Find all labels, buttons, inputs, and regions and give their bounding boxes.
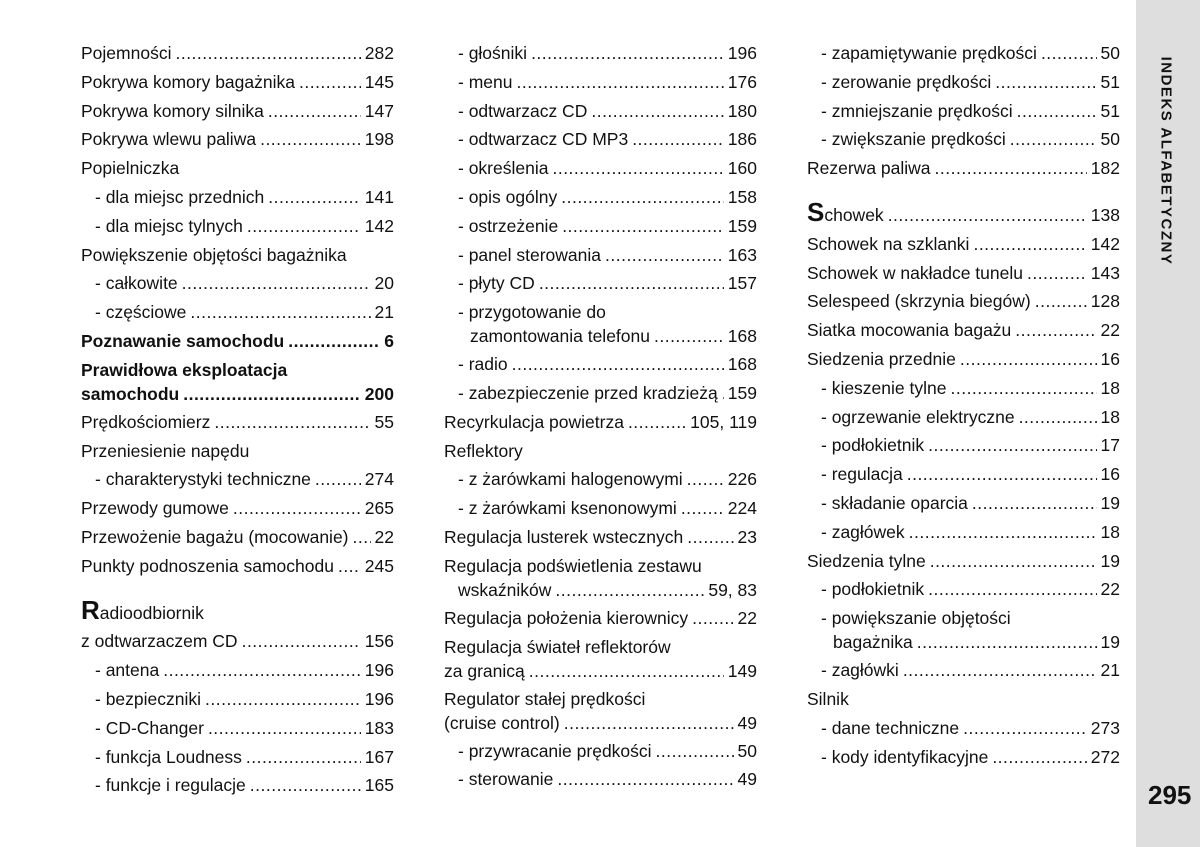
page-ref: 51 <box>1100 100 1120 121</box>
entry-label: - zapamiętywanie prędkości <box>821 43 1037 63</box>
page-number: 295 <box>1148 780 1192 810</box>
entry-label: Schowek w nakładce tunelu <box>807 262 1023 283</box>
leader-dots <box>190 298 370 327</box>
leader-dots <box>268 97 361 126</box>
leader-dots <box>654 324 724 348</box>
index-entry <box>444 68 757 97</box>
page-ref: 265 <box>364 498 394 519</box>
entry-label: Regulacja podświetlenia zestawu <box>444 555 702 576</box>
page-ref: 196 <box>364 660 394 681</box>
leader-dots <box>183 382 361 406</box>
leader-dots <box>935 154 1087 183</box>
page-ref: 21 <box>374 302 394 323</box>
page-ref: 50 <box>737 740 757 761</box>
index-entry <box>444 269 757 298</box>
index-entry <box>81 523 394 552</box>
index-heading: Silnik <box>807 688 849 709</box>
leader-dots <box>214 408 370 437</box>
entry-label: - całkowite <box>95 273 178 294</box>
page-ref: 19 <box>1100 492 1120 513</box>
leader-dots <box>288 327 380 356</box>
leader-dots <box>175 39 360 68</box>
entry-label: - powiększanie objętości <box>821 608 1011 629</box>
leader-dots <box>562 212 724 241</box>
index-entry <box>81 714 394 743</box>
entry-label: - charakterystyki techniczne <box>95 469 311 490</box>
section-gap <box>807 183 1120 201</box>
index-entry <box>807 403 1120 432</box>
page-ref: 149 <box>727 660 757 681</box>
leader-dots <box>299 68 361 97</box>
index-entry <box>81 494 394 523</box>
page-ref: 21 <box>1100 660 1120 681</box>
index-entry <box>807 259 1120 288</box>
entry-label-continuation: bagażnika <box>833 632 913 653</box>
leader-dots <box>692 604 733 633</box>
index-entry <box>807 604 1120 656</box>
index-entry <box>807 68 1120 97</box>
leader-dots <box>182 269 371 298</box>
entry-label: - zwiększanie prędkości <box>821 129 1006 150</box>
page-ref: 20 <box>374 273 394 294</box>
index-entry <box>444 125 757 154</box>
page-ref: 19 <box>1100 550 1120 571</box>
entry-label-continuation: (cruise control) <box>444 712 560 733</box>
index-entry <box>444 465 757 494</box>
leader-dots <box>909 518 1097 547</box>
entry-label: - przygotowanie do <box>458 302 606 323</box>
page-ref: 157 <box>727 273 757 294</box>
entry-label: - funkcja Loudness <box>95 746 242 767</box>
entry-continuation-row <box>821 630 1120 654</box>
index-entry <box>81 685 394 714</box>
page-ref: 196 <box>364 688 394 709</box>
entry-label: Prędkościomierz <box>81 411 211 432</box>
page-ref: 272 <box>1090 746 1120 767</box>
page-ref: 226 <box>727 469 757 490</box>
entry-continuation-row <box>458 324 757 348</box>
page-ref: 245 <box>364 555 394 576</box>
page-ref: 18 <box>1100 521 1120 542</box>
leader-dots <box>681 494 724 523</box>
index-entry <box>81 743 394 772</box>
leader-dots <box>512 350 724 379</box>
page-ref: 145 <box>364 71 394 92</box>
entry-label <box>807 196 884 230</box>
page-ref: 198 <box>364 129 394 150</box>
index-entry <box>81 465 394 494</box>
page-ref: 22 <box>1100 579 1120 600</box>
index-entry <box>81 408 394 437</box>
sidebar-title <box>1151 46 1181 276</box>
page-ref: 50 <box>1100 43 1120 63</box>
index-heading: Reflektory <box>444 440 523 461</box>
index-column-3 <box>807 39 1120 771</box>
entry-label: - składanie oparcia <box>821 492 968 513</box>
leader-dots <box>963 714 1087 743</box>
page-ref: 6 <box>384 330 394 351</box>
index-entry <box>807 196 1120 230</box>
entry-label-continuation: za granicą <box>444 660 525 681</box>
page-ref: 143 <box>1090 262 1120 283</box>
page-ref: 22 <box>1100 320 1120 341</box>
leader-dots <box>687 465 724 494</box>
leader-dots <box>163 656 361 685</box>
page-ref: 176 <box>727 71 757 92</box>
index-entry <box>81 327 394 356</box>
page-ref: 128 <box>1090 291 1120 312</box>
index-entry <box>444 97 757 126</box>
leader-dots <box>246 743 361 772</box>
index-entry <box>807 743 1120 772</box>
index-entry <box>81 356 394 408</box>
index-entry <box>444 737 757 766</box>
page-ref: 168 <box>727 326 757 347</box>
entry-label: - kieszenie tylne <box>821 377 947 398</box>
leader-dots <box>960 345 1097 374</box>
leader-dots <box>561 183 724 212</box>
entry-label: - menu <box>458 71 513 92</box>
leader-dots <box>539 269 724 298</box>
page-ref: 274 <box>364 469 394 490</box>
entry-label-continuation: zamontowania telefonu <box>470 326 650 347</box>
index-entry <box>807 431 1120 460</box>
index-column-1 <box>81 39 394 800</box>
index-heading <box>81 594 394 628</box>
entry-continuation-row <box>81 382 394 406</box>
leader-dots <box>208 714 361 743</box>
leader-dots <box>242 627 361 656</box>
index-heading: Popielniczka <box>81 158 180 179</box>
leader-dots <box>555 578 704 602</box>
index-entry <box>807 714 1120 743</box>
index-entry <box>807 489 1120 518</box>
section-gap <box>81 581 394 599</box>
leader-dots <box>531 39 724 68</box>
entry-label: - zmniejszanie prędkości <box>821 100 1013 121</box>
index-entry <box>807 460 1120 489</box>
page-ref: 49 <box>737 712 757 733</box>
leader-dots <box>315 465 361 494</box>
index-entry <box>81 183 394 212</box>
page-ref: 16 <box>1100 348 1120 369</box>
leader-dots <box>1035 287 1087 316</box>
page-ref: 183 <box>364 717 394 738</box>
leader-dots <box>552 154 723 183</box>
leader-dots <box>529 659 724 683</box>
entry-label: - panel sterowania <box>458 244 601 265</box>
leader-dots <box>917 630 1097 654</box>
index-entry <box>807 97 1120 126</box>
page-ref: 16 <box>1100 464 1120 485</box>
entry-label: - głośniki <box>458 43 528 63</box>
entry-label: Regulator stałej prędkości <box>444 688 646 709</box>
page-ref: 49 <box>737 769 757 790</box>
index-entry <box>807 125 1120 154</box>
label-rest: chowek <box>824 204 884 225</box>
index-entry <box>444 154 757 183</box>
page-ref: 142 <box>364 215 394 236</box>
index-entry <box>81 656 394 685</box>
sidebar-title-text: INDEKS ALFABETYCZNY <box>1157 56 1175 266</box>
index-entry <box>81 97 394 126</box>
entry-label: - płyty CD <box>458 273 535 294</box>
index-entry <box>81 212 394 241</box>
entry-label: - zagłówek <box>821 521 905 542</box>
index-entry <box>444 685 757 737</box>
index-entry <box>444 212 757 241</box>
leader-dots <box>888 201 1087 230</box>
leader-dots <box>722 379 724 408</box>
entry-label: - dane techniczne <box>821 717 960 738</box>
entry-label: - częściowe <box>95 302 187 323</box>
index-entry <box>444 241 757 270</box>
leader-dots <box>995 68 1096 97</box>
entry-label: Siedzenia przednie <box>807 348 956 369</box>
leader-dots <box>268 183 361 212</box>
leader-dots <box>972 489 1097 518</box>
page-ref: 224 <box>727 498 757 519</box>
leader-dots <box>632 125 724 154</box>
index-entry <box>807 287 1120 316</box>
entry-label: - funkcje i regulacje <box>95 775 246 796</box>
entry-label: Pokrywa wlewu paliwa <box>81 129 257 150</box>
index-entry <box>444 298 757 350</box>
leader-dots <box>928 431 1096 460</box>
index-entry <box>807 547 1120 576</box>
leader-dots <box>591 97 723 126</box>
entry-label: Selespeed (skrzynia biegów) <box>807 291 1031 312</box>
entry-label: - regulacja <box>821 464 903 485</box>
page-ref: 147 <box>364 100 394 121</box>
page-ref: 182 <box>1090 158 1120 179</box>
index-entry <box>444 523 757 552</box>
page-ref: 18 <box>1100 377 1120 398</box>
entry-label: Recyrkulacja powietrza <box>444 411 624 432</box>
leader-dots <box>205 685 361 714</box>
leader-dots <box>628 408 686 437</box>
entry-label: - z żarówkami halogenowymi <box>458 469 683 490</box>
index-entry <box>807 374 1120 403</box>
entry-label: Regulacja lusterek wstecznych <box>444 526 684 547</box>
entry-label: - antena <box>95 660 160 681</box>
leader-dots <box>338 552 361 581</box>
page-ref: 163 <box>727 244 757 265</box>
page-ref: 165 <box>364 775 394 796</box>
entry-label: - CD-Changer <box>95 717 204 738</box>
page-ref: 55 <box>374 411 394 432</box>
entry-label-continuation: wskaźników <box>458 579 552 600</box>
leader-dots <box>1019 403 1097 432</box>
leader-dots <box>656 737 734 766</box>
index-heading: Przeniesienie napędu <box>81 440 250 461</box>
page-ref: 159 <box>727 215 757 236</box>
leader-dots <box>992 743 1086 772</box>
page-ref: 23 <box>737 526 757 547</box>
entry-label: - przywracanie prędkości <box>458 740 652 761</box>
page-ref: 158 <box>727 186 757 207</box>
page-ref: 105, 119 <box>690 411 757 432</box>
leader-dots <box>1017 97 1097 126</box>
leader-dots <box>903 656 1097 685</box>
heading-rest: adioodbiornik <box>99 602 204 623</box>
page-ref: 18 <box>1100 406 1120 427</box>
entry-label: Pokrywa komory silnika <box>81 100 264 121</box>
entry-label: - zerowanie prędkości <box>821 71 992 92</box>
entry-label: - opis ogólny <box>458 186 558 207</box>
page-ref: 59, 83 <box>708 579 757 600</box>
entry-label: - kody identyfikacyjne <box>821 746 989 767</box>
leader-dots <box>233 494 361 523</box>
entry-continuation-row <box>444 659 757 683</box>
entry-label: Punkty podnoszenia samochodu <box>81 555 334 576</box>
page-ref: 160 <box>727 158 757 179</box>
entry-label: - odtwarzacz CD MP3 <box>458 129 629 150</box>
index-entry <box>81 627 394 656</box>
leader-dots <box>250 771 361 800</box>
index-entry <box>81 68 394 97</box>
leader-dots <box>1041 39 1097 68</box>
leader-dots <box>564 711 734 735</box>
index-entry <box>444 604 757 633</box>
entry-label: Siatka mocowania bagażu <box>807 320 1012 341</box>
entry-label: - radio <box>458 354 508 375</box>
index-entry <box>807 656 1120 685</box>
page-ref: 196 <box>727 43 757 63</box>
index-entry <box>807 230 1120 259</box>
leader-dots <box>260 125 361 154</box>
index-entry <box>444 39 757 68</box>
leader-dots <box>247 212 361 241</box>
entry-label: Schowek na szklanki <box>807 233 970 254</box>
index-entry <box>81 125 394 154</box>
index-entry <box>444 379 757 408</box>
index-entry <box>444 633 757 685</box>
entry-label: - podłokietnik <box>821 435 925 456</box>
entry-label: z odtwarzaczem CD <box>81 631 238 652</box>
page-ref: 142 <box>1090 233 1120 254</box>
entry-continuation-row <box>444 711 757 735</box>
entry-label: Siedzenia tylne <box>807 550 926 571</box>
section-initial: R <box>81 594 100 625</box>
page-ref: 200 <box>364 383 394 404</box>
leader-dots <box>687 523 733 552</box>
section-initial: S <box>807 196 825 227</box>
entry-label: - odtwarzacz CD <box>458 100 588 121</box>
index-entry <box>444 183 757 212</box>
page-ref: 180 <box>727 100 757 121</box>
entry-label: - ogrzewanie elektryczne <box>821 406 1015 427</box>
entry-label: Regulacja świateł reflektorów <box>444 636 671 657</box>
index-entry <box>81 298 394 327</box>
index-entry <box>807 316 1120 345</box>
entry-label: Regulacja położenia kierownicy <box>444 607 689 628</box>
entry-continuation-row <box>444 578 757 602</box>
page-ref: 273 <box>1090 717 1120 738</box>
page-ref: 19 <box>1100 632 1120 653</box>
leader-dots <box>605 241 724 270</box>
entry-label: Pojemności <box>81 43 172 63</box>
page-ref: 138 <box>1090 204 1120 225</box>
page-ref: 186 <box>727 129 757 150</box>
leader-dots <box>557 765 733 794</box>
entry-label: Przewody gumowe <box>81 498 229 519</box>
page-ref: 50 <box>1100 129 1120 150</box>
index-entry <box>81 771 394 800</box>
entry-label: - ostrzeżenie <box>458 215 559 236</box>
entry-label: - dla miejsc tylnych <box>95 215 243 236</box>
index-entry <box>807 575 1120 604</box>
page-ref: 168 <box>727 354 757 375</box>
entry-label-continuation: samochodu <box>81 383 180 404</box>
index-heading: Powiększenie objętości bagażnika <box>81 244 347 265</box>
entry-label: - określenia <box>458 158 549 179</box>
entry-label: - z żarówkami ksenonowymi <box>458 498 677 519</box>
entry-label: - zabezpieczenie przed kradzieżą <box>458 382 718 403</box>
entry-label: - dla miejsc przednich <box>95 186 265 207</box>
page-ref: 159 <box>727 382 757 403</box>
page-ref: 156 <box>364 631 394 652</box>
index-entry <box>444 765 757 794</box>
leader-dots <box>928 575 1096 604</box>
index-entry <box>444 408 757 437</box>
leader-dots <box>1015 316 1096 345</box>
index-entry <box>444 494 757 523</box>
index-entry <box>444 350 757 379</box>
page-ref: 22 <box>737 607 757 628</box>
index-column-2 <box>444 39 757 794</box>
index-entry <box>81 552 394 581</box>
leader-dots <box>973 230 1086 259</box>
index-entry <box>444 552 757 604</box>
page-ref: 17 <box>1100 435 1120 456</box>
index-entry <box>81 39 394 68</box>
entry-label: - zagłówki <box>821 660 899 681</box>
index-entry <box>807 39 1120 68</box>
entry-label: Poznawanie samochodu <box>81 330 285 351</box>
leader-dots <box>353 523 371 552</box>
leader-dots <box>516 68 723 97</box>
leader-dots <box>1010 125 1097 154</box>
entry-label: - bezpieczniki <box>95 688 202 709</box>
index-entry <box>807 345 1120 374</box>
index-entry <box>807 518 1120 547</box>
entry-label: Prawidłowa eksploatacja <box>81 359 288 380</box>
leader-dots <box>930 547 1097 576</box>
entry-label: - sterowanie <box>458 769 554 790</box>
entry-label: - podłokietnik <box>821 579 925 600</box>
page-ref: 22 <box>374 526 394 547</box>
page-ref: 282 <box>364 43 394 63</box>
leader-dots <box>907 460 1097 489</box>
page-ref: 141 <box>364 186 394 207</box>
leader-dots <box>950 374 1096 403</box>
page-ref: 51 <box>1100 71 1120 92</box>
entry-label: Przewożenie bagażu (mocowanie) <box>81 526 349 547</box>
index-entry <box>807 154 1120 183</box>
index-entry <box>81 269 394 298</box>
entry-label: Pokrywa komory bagażnika <box>81 71 295 92</box>
entry-label: Rezerwa paliwa <box>807 158 931 179</box>
leader-dots <box>1027 259 1087 288</box>
page-ref: 167 <box>364 746 394 767</box>
